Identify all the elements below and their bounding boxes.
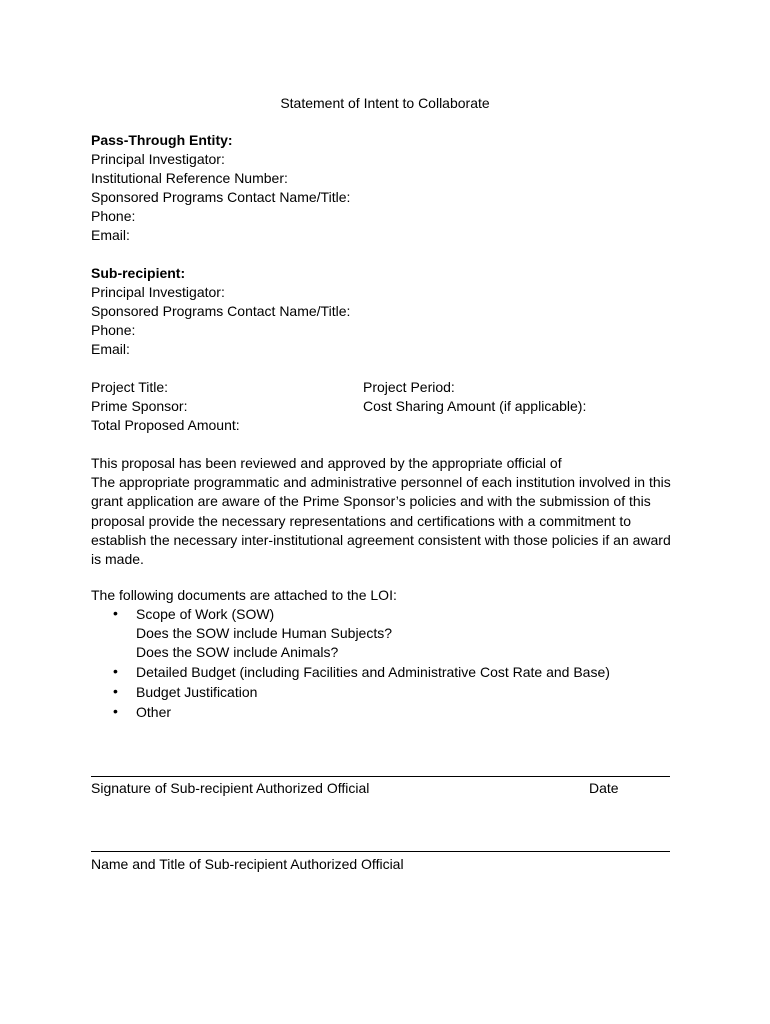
attachments-intro: The following documents are attached to the LOI: [91, 587, 397, 603]
signature-label: Signature of Sub-recipient Authorized Official [91, 780, 370, 796]
attachment-item-sow: Scope of Work (SOW) [136, 606, 275, 622]
pass-through-contact-label: Sponsored Programs Contact Name/Title: [91, 189, 351, 205]
date-label: Date [589, 780, 619, 796]
bullet-icon: • [113, 663, 118, 679]
attachment-subitem-human-subjects: Does the SOW include Human Subjects? [136, 625, 393, 641]
sub-recipient-heading: Sub-recipient: [91, 265, 186, 281]
sub-recipient-email-label: Email: [91, 341, 130, 357]
statement-line: grant application are aware of the Prime Sponsor’s policies and with the submission of this [91, 493, 651, 510]
signature-line [91, 776, 670, 777]
sub-recipient-contact-label: Sponsored Programs Contact Name/Title: [91, 303, 351, 319]
statement-line: proposal provide the necessary representations and certifications with a commitment to [91, 512, 632, 529]
attachment-item-justification: Budget Justification [136, 684, 258, 700]
pass-through-pi-label: Principal Investigator: [91, 151, 225, 167]
attachment-item-other: Other [136, 704, 172, 720]
statement-paragraph [91, 454, 691, 569]
bullet-icon: • [113, 703, 118, 719]
statement-line: This proposal has been reviewed and approved by the appropriate official of [91, 455, 562, 471]
statement-line: is made. [91, 551, 144, 568]
pass-through-email-label: Email: [91, 227, 130, 243]
statement-line: The appropriate programmatic and administrative personnel of each institution involved in this [91, 474, 671, 491]
name-title-line [91, 851, 670, 852]
name-title-label: Name and Title of Sub-recipient Authorized Official [91, 856, 404, 872]
pass-through-ref-label: Institutional Reference Number: [91, 170, 288, 186]
project-period-label: Project Period: [363, 379, 455, 395]
attachment-subitem-animals: Does the SOW include Animals? [136, 644, 339, 660]
bullet-icon: • [113, 683, 118, 699]
attachment-item-budget: Detailed Budget (including Facilities and Administrative Cost Rate and Base) [136, 664, 610, 680]
statement-line: establish the necessary inter-institutional agreement consistent with those policies if an award [91, 531, 671, 548]
sub-recipient-phone-label: Phone: [91, 322, 136, 338]
cost-sharing-label: Cost Sharing Amount (if applicable): [363, 398, 587, 414]
page-title: Statement of Intent to Collaborate [280, 95, 490, 111]
total-proposed-amount-label: Total Proposed Amount: [91, 417, 240, 433]
prime-sponsor-label: Prime Sponsor: [91, 398, 188, 414]
project-title-label: Project Title: [91, 379, 169, 395]
pass-through-phone-label: Phone: [91, 208, 136, 224]
sub-recipient-pi-label: Principal Investigator: [91, 284, 225, 300]
pass-through-heading: Pass-Through Entity: [91, 132, 233, 148]
bullet-icon: • [113, 605, 118, 621]
